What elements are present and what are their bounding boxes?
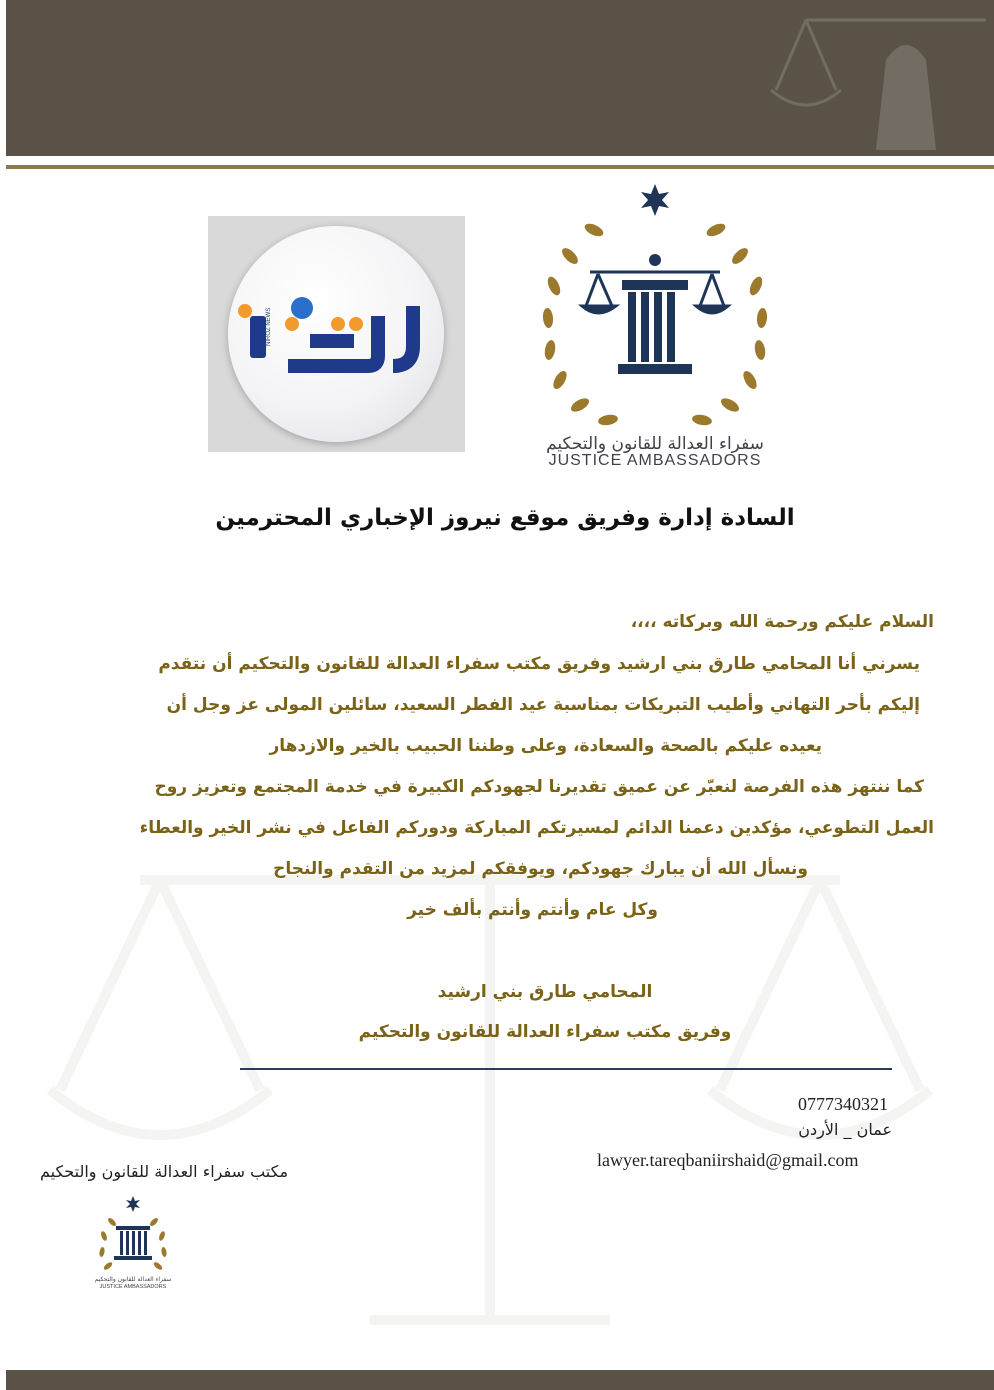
letter-body [130,0,934,1390]
justice-name-en: JUSTICE AMBASSADORS [548,452,762,469]
signature-team: وفريق مكتب سفراء العدالة للقانون والتحكيم [358,1022,732,1042]
letter-line: يعيده عليكم بالصحة والسعادة، وعلى وطننا الحبيب بالخير والازدهار [269,736,822,756]
contact-location: عمان _ الأردن [798,1120,892,1139]
letter-line: العمل التطوعي، مؤكدين دعمنا الدائم لمسيرتكم المباركة ودوركم الفاعل في نشر الخير والعطاء [139,818,934,838]
contact-email[interactable]: lawyer.tareqbaniirshaid@gmail.com [597,1150,859,1170]
footer-rule [240,1068,892,1070]
justice-name-ar: سفراء العدالة للقانون والتحكيم [546,434,764,454]
signature-name: المحامي طارق بني ارشيد [437,982,653,1002]
footer-band [6,1370,994,1390]
contact-phone: 0777340321 [798,1094,888,1114]
small-logo-ar: سفراء العدالة للقانون والتحكيم [94,1276,172,1283]
office-name: مكتب سفراء العدالة للقانون والتحكيم [39,1162,289,1181]
letter-greeting: السلام عليكم ورحمة الله وبركاته ،،،، [630,612,934,632]
letter-line: ونسأل الله أن يبارك جهودكم، ويوفقكم لمزيد من التقدم والنجاح [273,859,808,879]
small-logo-en: JUSTICE AMBASSADORS [99,1284,167,1290]
justice-ambassadors-small-logo [88,1192,178,1292]
letter-line: إليكم بأحر التهاني وأطيب التبريكات بمناسبة عيد الفطر السعيد، سائلين المولى عز وجل أن [166,695,920,715]
letter-line: كما ننتهز هذه الفرصة لنعبّر عن عميق تقديرنا لجهودكم الكبيرة في خدمة المجتمع وتعزيز روح [154,777,924,797]
letter-line: يسرني أنا المحامي طارق بني ارشيد وفريق مكتب سفراء العدالة للقانون والتحكيم أن نتقدم [158,654,920,674]
letter-line: وكل عام وأنتم وأنتم بألف خير [407,900,658,920]
recipient-heading: السادة إدارة وفريق موقع نيروز الإخباري المحترمين [215,505,795,531]
niroz-tagline: NIROZ NEWS [266,307,272,346]
